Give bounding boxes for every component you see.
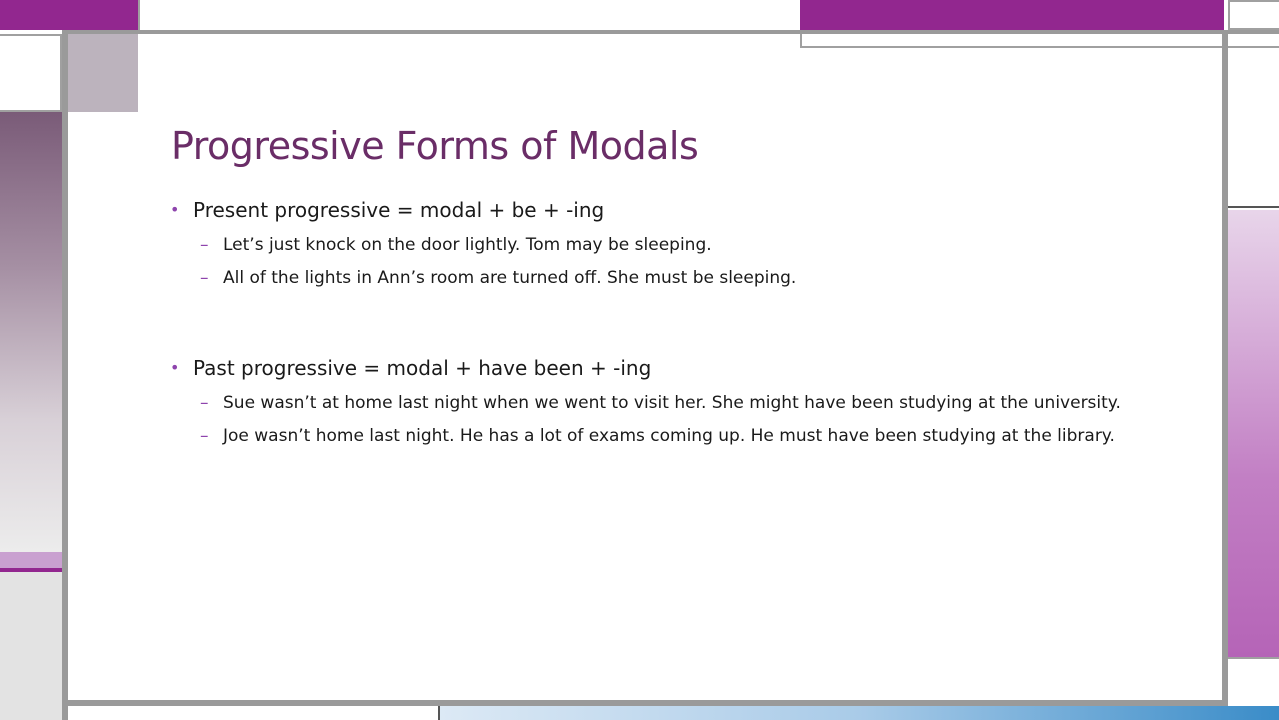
bullet-present-progressive (170, 196, 1170, 224)
frame-top-right-purple-block (800, 0, 1224, 30)
example-text: Sue wasn’t at home last night when we went to visit her. She might have been studying at the university. (223, 393, 1121, 413)
section-spacer (170, 290, 1170, 354)
frame-mauve-square (68, 34, 138, 112)
frame-left-light-stripe (0, 552, 62, 568)
frame-left-vbar (62, 30, 68, 720)
dash-icon: – (200, 235, 209, 255)
bullet-text: Past progressive = modal + have been + -ing (193, 356, 652, 380)
frame-top-under-line (800, 34, 1279, 48)
frame-bottom-gradient-bar (438, 706, 1279, 720)
bullet-past-progressive (170, 354, 1170, 382)
example-item (170, 425, 1170, 448)
example-text: Joe wasn’t home last night. He has a lot of exams coming up. He must have been studying at the library. (223, 426, 1115, 446)
example-item (170, 392, 1170, 415)
frame-right-gradient-panel (1228, 210, 1279, 657)
frame-left-bottom-gray (0, 572, 62, 720)
example-item (170, 234, 1170, 257)
slide-title: Progressive Forms of Modals (171, 124, 699, 168)
frame-top-left-outline (138, 0, 800, 30)
example-text: All of the lights in Ann’s room are turned off. She must be sleeping. (223, 268, 797, 288)
slide-content (170, 196, 1170, 448)
dash-icon: – (200, 393, 209, 413)
frame-right-upper-box (1228, 48, 1279, 208)
example-item (170, 267, 1170, 290)
bullet-dot-icon: • (170, 358, 180, 377)
frame-left-gradient-panel (0, 112, 62, 552)
example-text: Let’s just knock on the door lightly. Tom may be sleeping. (223, 235, 712, 255)
dash-icon: – (200, 268, 209, 288)
frame-top-right-box (1228, 0, 1279, 30)
frame-left-white-box (0, 34, 62, 112)
dash-icon: – (200, 426, 209, 446)
bullet-text: Present progressive = modal + be + -ing (193, 198, 605, 222)
frame-top-left-purple-block (0, 0, 138, 30)
bullet-dot-icon: • (170, 200, 180, 219)
